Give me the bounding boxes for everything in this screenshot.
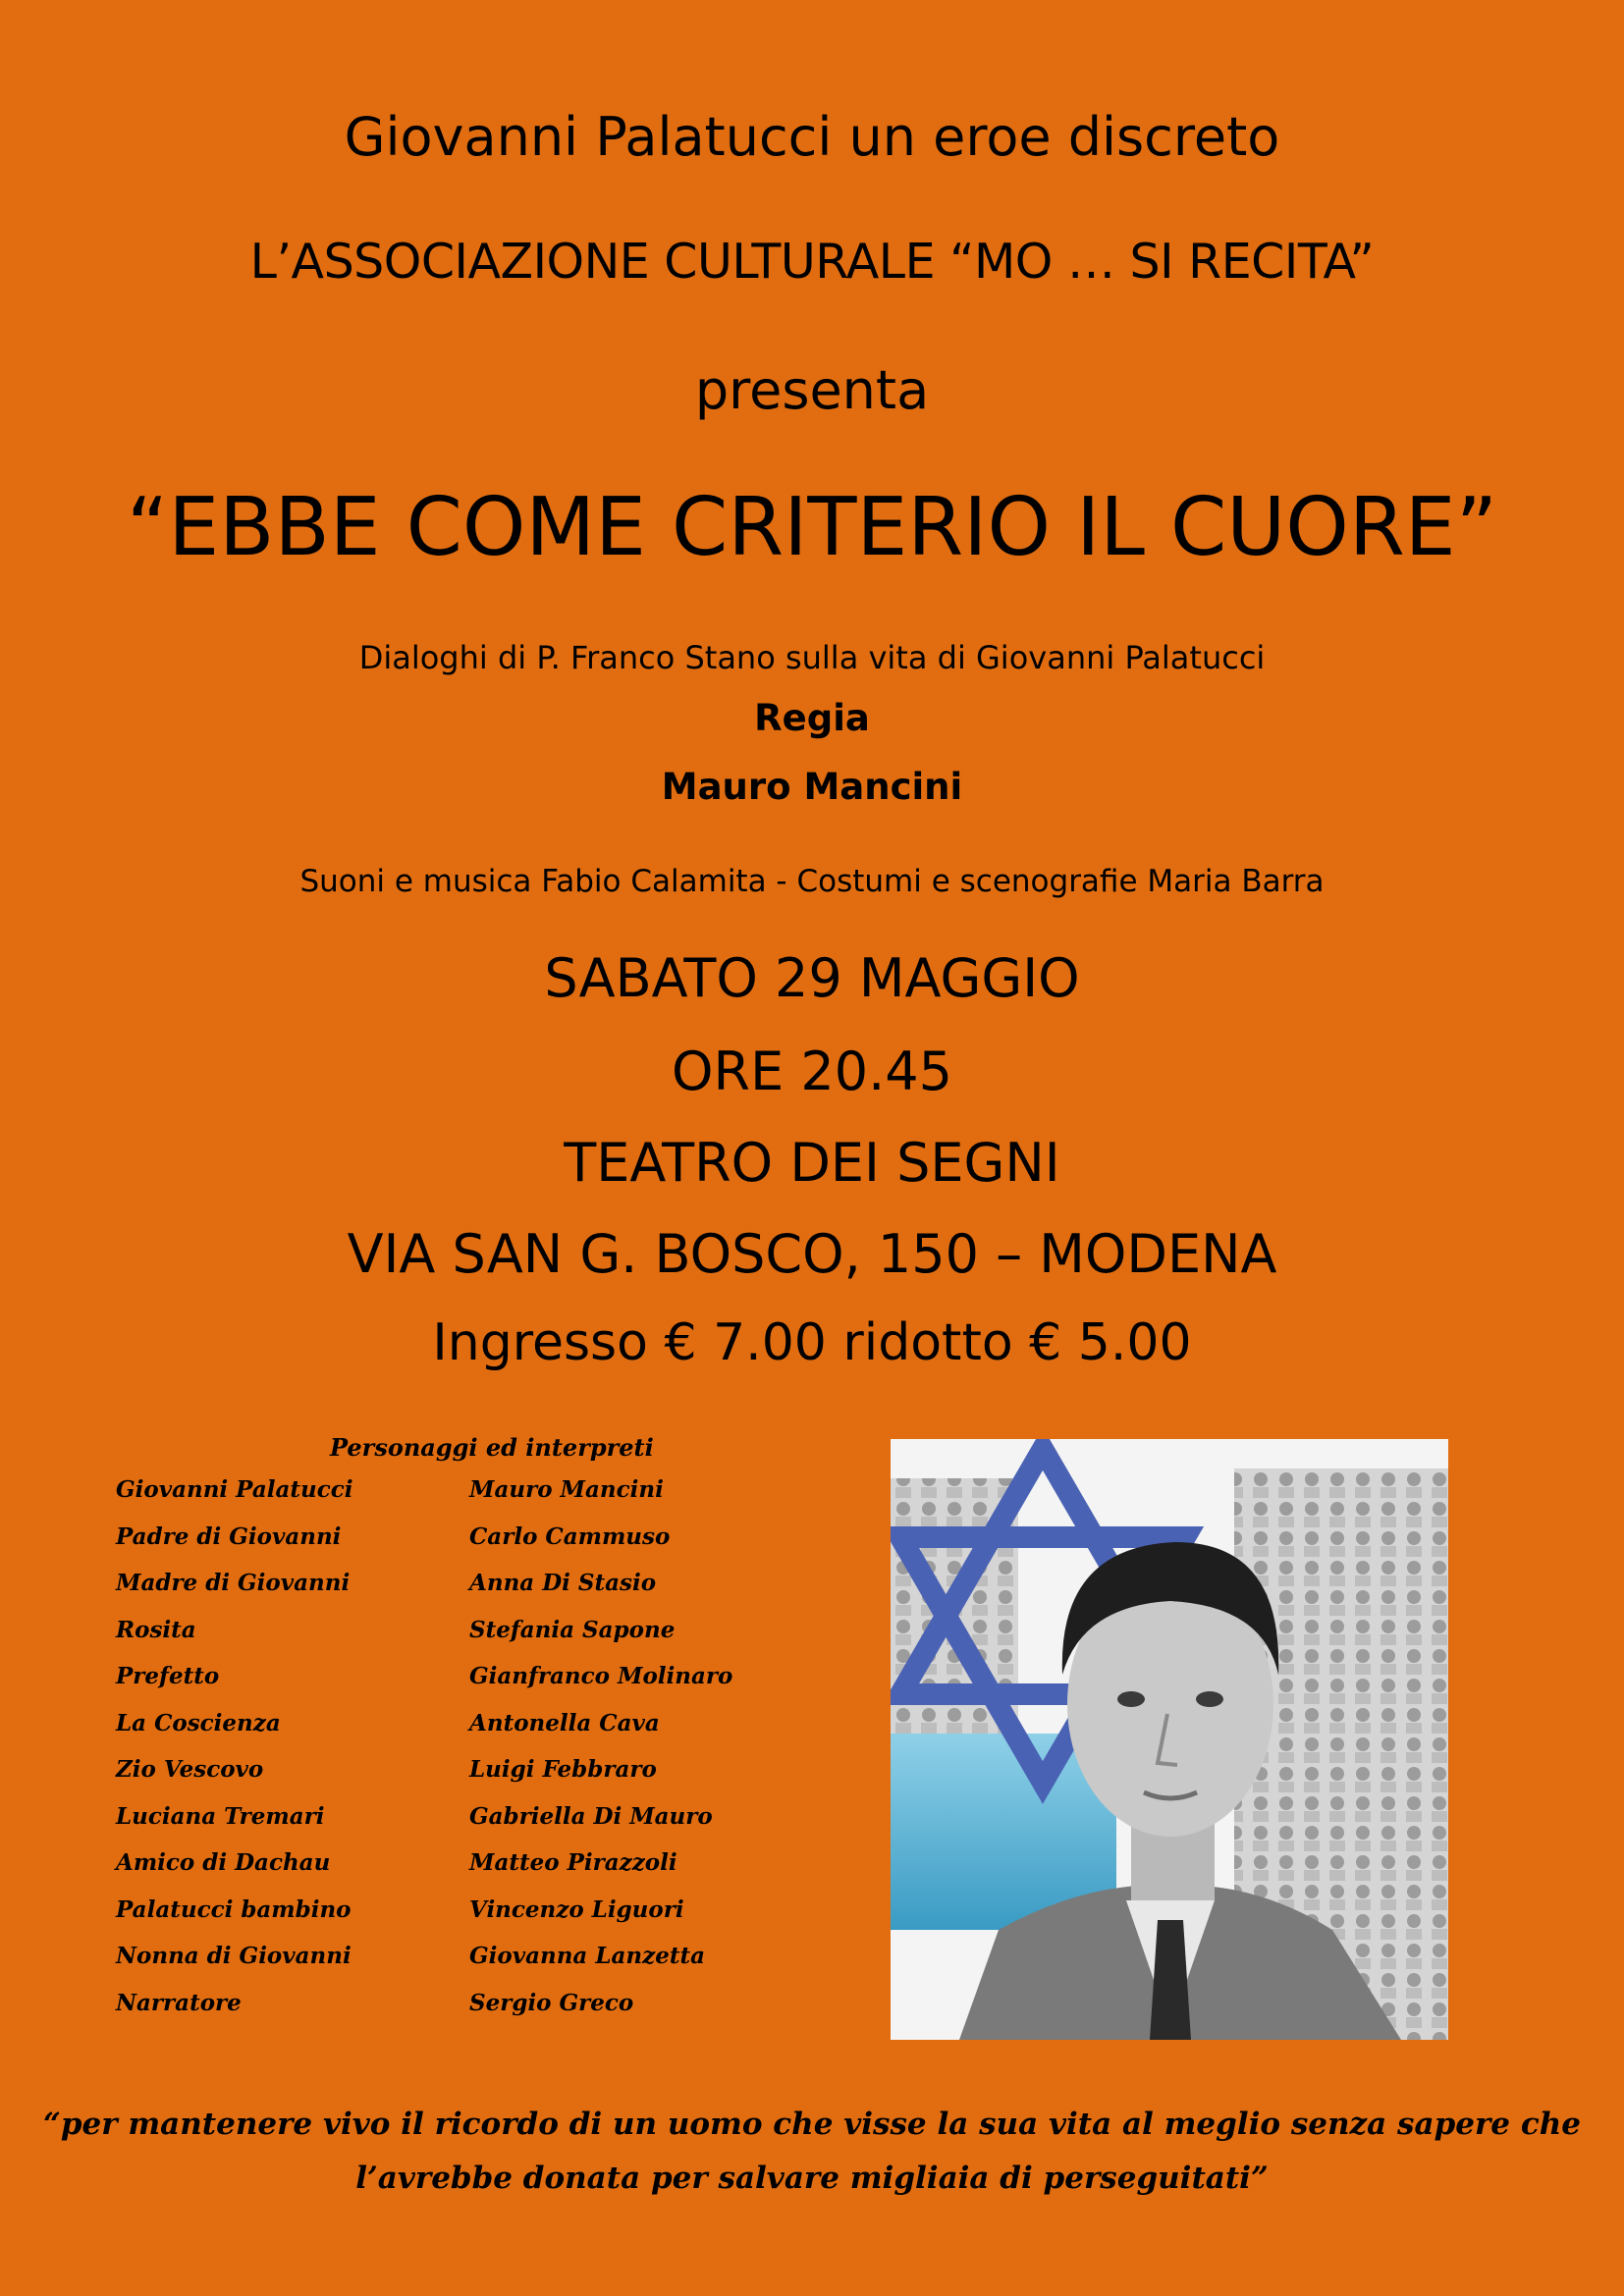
cast-row — [116, 1522, 671, 1571]
regia-label: Regia — [754, 697, 870, 739]
event-time: ORE 20.45 — [672, 1041, 952, 1102]
cast-row — [116, 1616, 676, 1664]
cast-role: Palatucci bambino — [116, 1896, 352, 1923]
cast-row — [116, 1663, 733, 1710]
association-name: L’ASSOCIAZIONE CULTURALE “MO … SI RECITA” — [249, 234, 1375, 290]
cast-row — [116, 1570, 666, 1617]
cast-role: Rosita — [116, 1616, 196, 1643]
cast-actor: Carlo Cammuso — [469, 1522, 671, 1550]
quote-line-1: “per mantenere vivo il ricordo di un uomo che visse la sua vita al meglio senza sapere che — [43, 2107, 1581, 2142]
cast-actor: Giovanna Lanzetta — [469, 1943, 705, 1969]
cast-role: Amico di Dachau — [116, 1849, 331, 1876]
presents-label: presenta — [694, 359, 930, 421]
cast-row — [116, 1990, 666, 2037]
portrait-illustration — [891, 1439, 1448, 2040]
cast-actor: Matteo Pirazzoli — [469, 1849, 677, 1876]
cast-role: Narratore — [116, 1989, 242, 2016]
cast-row — [116, 1896, 684, 1944]
cast-actor: Gabriella Di Mauro — [469, 1802, 713, 1830]
director-name: Mauro Mancini — [661, 766, 963, 808]
cast-role: Padre di Giovanni — [116, 1522, 342, 1550]
cast-role: Nonna di Giovanni — [116, 1943, 352, 1969]
cast-actor: Sergio Greco — [469, 1989, 634, 2016]
production-credits: Suoni e musica Fabio Calamita - Costumi e scenografie Maria Barra — [299, 864, 1325, 899]
cast-row — [116, 1710, 666, 1757]
cast-role: Prefetto — [116, 1663, 220, 1689]
event-address: VIA SAN G. BOSCO, 150 – MODENA — [347, 1223, 1277, 1285]
dialogues-credit: Dialoghi di P. Franco Stano sulla vita di Giovanni Palatucci — [358, 639, 1266, 676]
event-subtitle: Giovanni Palatucci un eroe discreto — [344, 106, 1280, 168]
portrait-photo — [891, 1439, 1448, 2040]
cast-row — [116, 1943, 705, 1990]
cast-actor: Gianfranco Molinaro — [469, 1663, 733, 1689]
cast-actor: Stefania Sapone — [469, 1616, 676, 1643]
show-title: “EBBE COME CRITERIO IL CUORE” — [126, 481, 1498, 574]
cast-row — [116, 1802, 713, 1850]
cast-row — [116, 1756, 666, 1803]
event-venue: TEATRO DEI SEGNI — [564, 1132, 1060, 1194]
cast-actor: Luigi Febbraro — [469, 1756, 657, 1783]
cast-heading: Personaggi ed interpreti — [330, 1433, 654, 1462]
cast-actor: Mauro Mancini — [469, 1476, 664, 1503]
cast-role: Zio Vescovo — [116, 1756, 264, 1783]
event-date: SABATO 29 MAGGIO — [544, 947, 1080, 1009]
quote-line-2: l’avrebbe donata per salvare migliaia di perseguitati” — [355, 2161, 1269, 2196]
cast-role: Giovanni Palatucci — [116, 1476, 353, 1503]
ticket-price: Ingresso € 7.00 ridotto € 5.00 — [432, 1313, 1192, 1372]
cast-actor: Anna Di Stasio — [469, 1570, 657, 1596]
cast-list — [116, 1476, 733, 2036]
cast-role: Luciana Tremari — [116, 1802, 325, 1830]
cast-role: La Coscienza — [116, 1709, 281, 1736]
cast-role: Madre di Giovanni — [116, 1570, 351, 1596]
cast-actor: Vincenzo Liguori — [469, 1896, 684, 1923]
cast-row — [116, 1476, 666, 1523]
cast-actor: Antonella Cava — [469, 1709, 660, 1736]
cast-row — [116, 1849, 677, 1896]
